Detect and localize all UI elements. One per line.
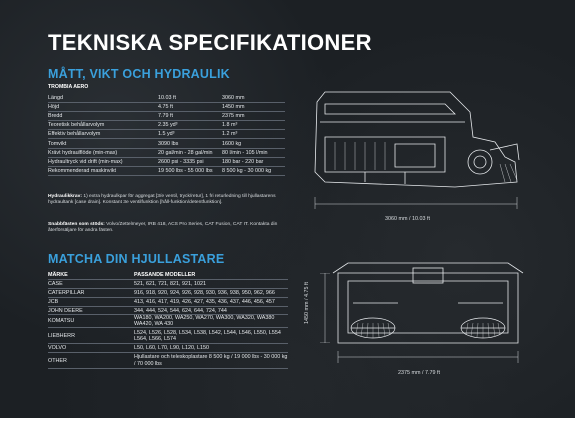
brand-name: LIEBHERR [48, 328, 134, 344]
fit-row [48, 279, 288, 288]
model-list: 413, 416, 417, 419, 426, 427, 435, 436, 437, 446, 456, 457 [134, 297, 288, 306]
spec-value: 4.75 ft [158, 103, 222, 112]
fit-row [48, 288, 288, 297]
section-heading-dimensions: MÅTT, VIKT OCH HYDRAULIK [48, 67, 230, 81]
spec-value: 1.5 yd³ [158, 130, 222, 139]
spec-value: 80 l/min - 105 l/min [222, 148, 285, 157]
spec-row [48, 112, 285, 121]
hydraulic-note [48, 194, 288, 206]
fit-header-models: PASSANDE MODELLER [134, 271, 288, 279]
spec-row [48, 139, 285, 148]
spec-label: Höjd [48, 103, 158, 112]
model-list: WA180, WA200, WA250, WA270, WA300, WA320, WA380 WA420, WA 430 [134, 315, 288, 328]
model-list: L524, L526, L528, L534, L538, L542, L544, L546, L550, L554 L564, L566, L574 [134, 328, 288, 344]
spec-row [48, 166, 285, 175]
spec-value: 2375 mm [222, 112, 285, 121]
height-dimension: 1450 mm / 4.75 ft [303, 282, 310, 324]
page-bottom-strip [0, 418, 575, 430]
spec-value: 3060 mm [222, 94, 285, 103]
front-view-drawing [318, 243, 538, 368]
spec-value: 3090 lbs [158, 139, 222, 148]
spec-row [48, 103, 285, 112]
fit-row [48, 297, 288, 306]
coupler-note [48, 222, 288, 234]
spec-value: 10.03 ft [158, 94, 222, 103]
spec-row [48, 148, 285, 157]
fit-row [48, 328, 288, 344]
spec-value: 8 500 kg - 30 000 kg [222, 166, 285, 175]
spec-row [48, 130, 285, 139]
spec-label: Teoretisk behållarvolym [48, 121, 158, 130]
hydraulic-note-text: 1) extra hydraulkpar för aggregat [3/e ventil, tryck/retur], 1 fri returledning till hjullastarens hydraultank [case drain]. Konstant 3e ventilfunktion [håll-funktion/detentfunktion]. [48, 194, 276, 205]
spec-value: 180 bar - 220 bar [222, 157, 285, 166]
width-dimension: 2375 mm / 7.79 ft [398, 370, 440, 376]
model-list: L50, L60, L70, L90, L120, L150 [134, 344, 288, 353]
model-list: 344, 444, 524, 544, 624, 644, 724, 744 [134, 306, 288, 315]
spec-value: 1.8 m³ [222, 121, 285, 130]
spec-value: 1600 kg [222, 139, 285, 148]
spec-value: 1450 mm [222, 103, 285, 112]
spec-value: 2.35 yd³ [158, 121, 222, 130]
spec-row [48, 121, 285, 130]
spec-label: Hydraultryck vid drift (min-max) [48, 157, 158, 166]
brand-name: VOLVO [48, 344, 134, 353]
fit-table [48, 271, 288, 369]
brand-name: OTHER [48, 353, 134, 369]
fit-row [48, 306, 288, 315]
spec-value: 20 gal/min - 28 gal/min [158, 148, 222, 157]
model-list: 521, 621, 721, 821, 921, 1021 [134, 279, 288, 288]
spec-table [48, 94, 285, 176]
spec-row [48, 94, 285, 103]
spec-label: Rekommenderad maskinvikt [48, 166, 158, 175]
product-name: TROMBIA AERO [48, 84, 89, 90]
page-title: TEKNISKA SPECIFIKATIONER [48, 30, 372, 55]
brand-name: CATERPILLAR [48, 288, 134, 297]
height-dimension-line [318, 273, 332, 343]
spec-label: Krävt hydraulflöde (min-max) [48, 148, 158, 157]
fit-row [48, 353, 288, 369]
spec-value: 1.2 m³ [222, 130, 285, 139]
brand-name: JCB [48, 297, 134, 306]
brand-name: JOHN DEERE [48, 306, 134, 315]
spec-label: Tomvikt [48, 139, 158, 148]
spec-row [48, 157, 285, 166]
spec-label: Längd [48, 94, 158, 103]
spec-value: 19 500 lbs - 55 000 lbs [158, 166, 222, 175]
fit-header-brand: MÄRKE [48, 271, 134, 279]
brand-name: KOMATSU [48, 315, 134, 328]
section-heading-loader: MATCHA DIN HJULLASTARE [48, 252, 225, 266]
spec-label: Effektiv behållarvolym [48, 130, 158, 139]
model-list: 916, 918, 920, 924, 926, 928, 930, 936, 938, 950, 962, 966 [134, 288, 288, 297]
coupler-note-label: Snabbfästen som stöds: [48, 222, 105, 227]
spec-value: 2600 psi - 3335 psi [158, 157, 222, 166]
model-list: Hjullastare och teleskoplastare 8 500 kg / 19 000 lbs - 30 000 kg / 70 000 lbs [134, 354, 288, 367]
fit-row [48, 344, 288, 353]
length-dimension: 3060 mm / 10.03 ft [385, 216, 430, 222]
coupler-note-text: Volvo/Zettelmeyer, IRB 418, ACS Pro Series, CAT Fusion, CAT IT. Kontakta din återförsäljare för andra fästen. [48, 222, 278, 233]
hydraulic-note-label: Hydraulikkrav: [48, 194, 82, 199]
spec-value: 7.79 ft [158, 112, 222, 121]
fit-row [48, 315, 288, 328]
side-view-drawing [305, 82, 535, 222]
spec-label: Bredd [48, 112, 158, 121]
brand-name: CASE [48, 279, 134, 288]
